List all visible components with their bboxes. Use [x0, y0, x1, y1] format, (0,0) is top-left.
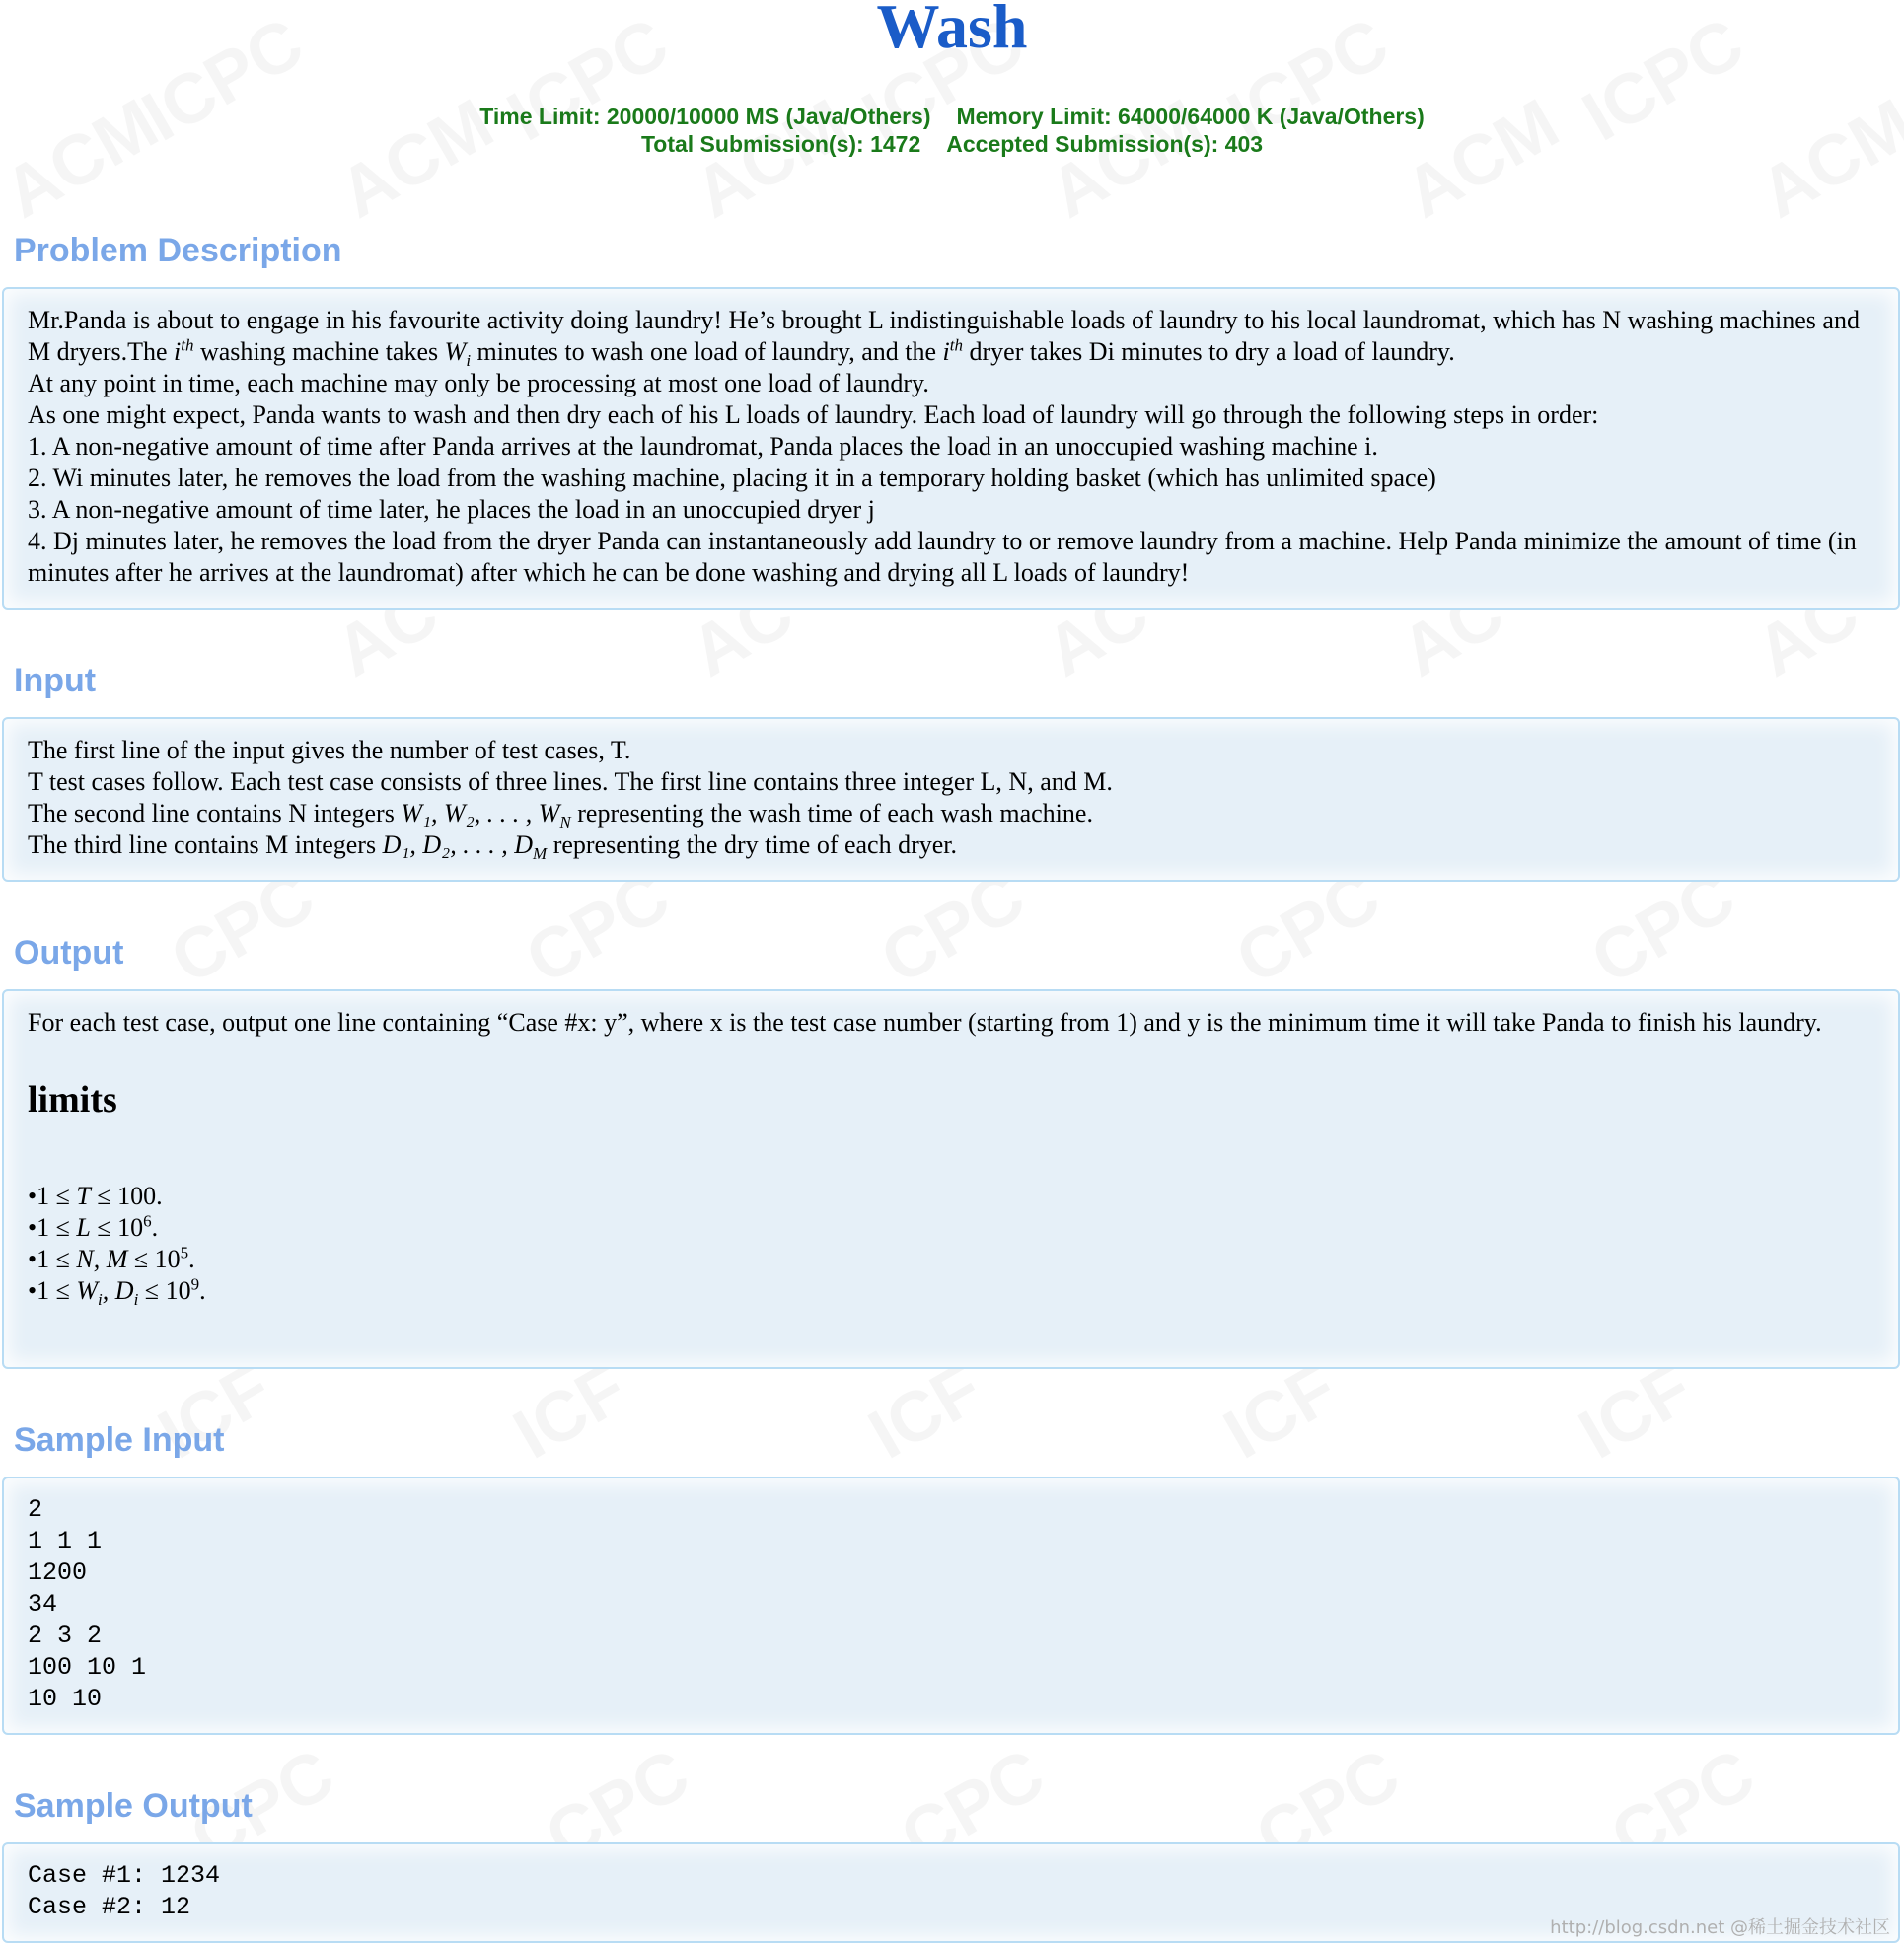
code-line: 1200 [28, 1558, 88, 1587]
constraint-item: •1 ≤ $W_i$, $D_i \le 10^9$. [28, 1274, 206, 1310]
code-line: Case #1: 1234 [28, 1861, 221, 1890]
time-limit: Time Limit: 20000/10000 MS (Java/Others) [479, 104, 931, 129]
description-line: At any point in time, each machine may only be processing at most one load of laundry. [28, 369, 929, 397]
problem-title: Wash [876, 0, 1028, 61]
description-line: 2. Wi minutes later, he removes the load from the washing machine, placing it in a temporary holding basket (which has unlimited space) [28, 464, 1436, 492]
code-line: 2 [28, 1495, 43, 1524]
constraint-item: •1 ≤ T ≤ 100. [28, 1182, 163, 1210]
sample-input-heading: Sample Input [14, 1421, 225, 1459]
description-heading: Problem Description [14, 232, 342, 269]
code-line: 1 1 1 [28, 1527, 103, 1555]
sample-input-code [4, 1478, 1898, 1715]
description-panel [2, 287, 1900, 610]
description-line: 3. A non-negative amount of time later, he places the load in an unoccupied dryer j [28, 495, 875, 524]
limits-info [0, 103, 1904, 158]
code-line: 100 10 1 [28, 1653, 147, 1682]
constraint-item: •1 ≤ $L \le 10^6$. [28, 1211, 159, 1242]
code-line: 34 [28, 1590, 58, 1619]
input-line: The first line of the input gives the number of test cases, T. [28, 736, 631, 764]
description-line: As one might expect, Panda wants to wash and then dry each of his L loads of laundry. Each load of laundry will go through the following steps in order: [28, 400, 1599, 429]
sample-input-panel [2, 1477, 1900, 1735]
output-line: For each test case, output one line containing “Case #x: y”, where x is the test case number (starting from 1) and y is the minimum time it will take Panda to finish his laundry. [28, 1008, 1822, 1037]
description-line: 1. A non-negative amount of time after Panda arrives at the laundromat, Panda places the load in an unoccupied washing machine i. [28, 432, 1378, 461]
sample-output-heading: Sample Output [14, 1787, 253, 1825]
accepted-submissions: Accepted Submission(s): 403 [946, 131, 1264, 157]
input-line: T test cases follow. Each test case consists of three lines. The first line contains three integer L, N, and M. [28, 767, 1113, 796]
description-text [4, 289, 1898, 589]
input-line: The third line contains M integers D₁, D₂, . . . , $D_M$ representing the dry time of each dryer. [28, 830, 958, 864]
output-heading: Output [14, 934, 124, 972]
code-line: 2 3 2 [28, 1621, 103, 1650]
description-line: Mr.Panda is about to engage in his favourite activity doing laundry! He’s brought L indistinguishable loads of laundry to his local laundromat, which has N washing machines and M dryers.The $i^{th}$ washing machine takes $W_i$ minutes to wash one load of laundry, and the $i^{th}$ dryer takes Di minutes to dry a load of laundry. [28, 306, 1860, 371]
input-panel [2, 717, 1900, 882]
output-panel [2, 989, 1900, 1369]
constraint-item: •1 ≤ N, $M \le 10^5$. [28, 1243, 195, 1273]
output-text [4, 991, 1898, 1310]
total-submissions: Total Submission(s): 1472 [640, 131, 921, 157]
sample-output-code [4, 1844, 1898, 1923]
input-line: The second line contains N integers W₁, W₂, . . . , $W_N$ representing the wash time of each wash machine. [28, 799, 1093, 832]
limits-heading: limits [28, 1079, 117, 1120]
input-heading: Input [14, 662, 97, 699]
memory-limit: Memory Limit: 64000/64000 K (Java/Others) [956, 104, 1425, 129]
code-line: Case #2: 12 [28, 1893, 191, 1921]
code-line: 10 10 [28, 1685, 103, 1713]
input-text [4, 719, 1898, 864]
blog-watermark: http://blog.csdn.net @稀土掘金技术社区 [1550, 1917, 1890, 1938]
description-line: 4. Dj minutes later, he removes the load from the dryer Panda can instantaneously add laundry to or remove laundry from a machine. Help Panda minimize the amount of time (in minutes after he arrives at the laundromat) after which he can be done washing and drying all L loads of laundry! [28, 527, 1857, 587]
